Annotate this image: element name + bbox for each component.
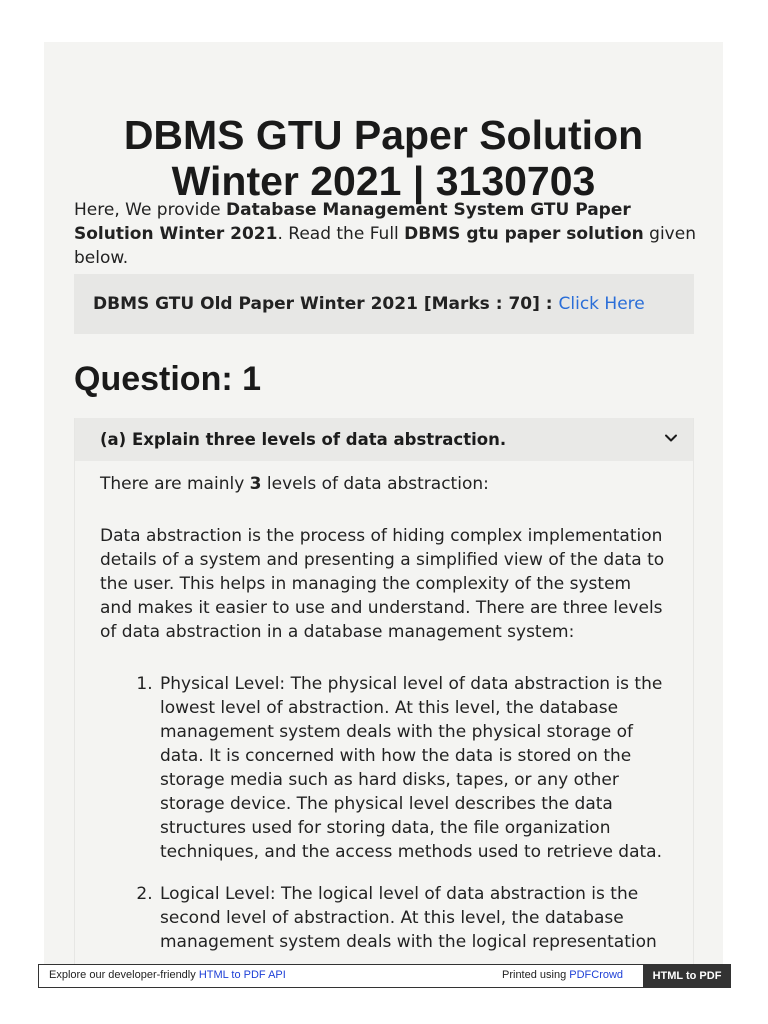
question-heading: Question: 1 xyxy=(74,360,262,398)
intro-text-2: . Read the Full xyxy=(277,224,405,244)
levels-intro-post: levels of data abstraction: xyxy=(261,474,489,494)
accordion-panel xyxy=(74,418,694,964)
pdfcrowd-footer xyxy=(38,964,731,988)
intro-paragraph xyxy=(74,198,704,270)
levels-intro xyxy=(100,472,668,496)
intro-text-1: Here, We provide xyxy=(74,200,227,220)
intro-bold-1: Database Management System GTU Paper Solution Winter 2021 xyxy=(74,200,631,244)
accordion-header-label: (a) Explain three levels of data abstraction. xyxy=(100,430,507,449)
chevron-down-icon[interactable] xyxy=(663,430,679,446)
click-here-link[interactable]: Click Here xyxy=(558,294,645,314)
old-paper-notice xyxy=(74,274,694,334)
article-card xyxy=(44,42,723,964)
list-item-logical: 2. Logical Level: The logical level of data abstraction is the second level of abstraction. At this level, the database management system deals with the logical representation xyxy=(158,882,668,954)
html-to-pdf-button[interactable]: HTML to PDF xyxy=(643,964,731,988)
intro-text-3: given below. xyxy=(74,224,696,268)
abstraction-paragraph: Data abstraction is the process of hiding complex implementation details of a system and presenting a simplified view of the data to the user. This helps in managing the complexity of the system and makes it easier to use and understand. There are three levels of data abstraction in a database management system: xyxy=(100,526,665,642)
footer-explore-text: Explore our developer-friendly xyxy=(49,969,199,981)
title-line-2: Winter 2021 | 3130703 xyxy=(171,158,596,204)
html-to-pdf-api-link[interactable]: HTML to PDF API xyxy=(198,969,286,981)
footer-explore xyxy=(49,969,286,981)
accordion-body xyxy=(75,461,693,954)
pdfcrowd-link[interactable]: PDFCrowd xyxy=(569,969,624,981)
title-line-1: DBMS GTU Paper Solution xyxy=(123,112,644,158)
footer-printed xyxy=(502,969,623,981)
notice-text: DBMS GTU Old Paper Winter 2021 [Marks : 70] : xyxy=(93,294,559,314)
levels-intro-pre: There are mainly xyxy=(100,474,250,494)
list-item-physical: 1. Physical Level: The physical level of data abstraction is the lowest level of abstraction. At this level, the database management system deals with the physical storage of data. It is concerned with how the data is stored on the storage media such as hard disks, tapes, or any other storage device. The physical level describes the data structures used for storing data, the file organization techniques, and the access methods used to retrieve data. xyxy=(158,672,668,864)
intro-bold-2: DBMS gtu paper solution xyxy=(404,224,644,244)
levels-list xyxy=(100,672,668,954)
page-title xyxy=(44,112,723,204)
levels-count: 3 xyxy=(249,474,262,494)
accordion-header[interactable] xyxy=(75,418,693,461)
footer-printed-text: Printed using xyxy=(502,969,570,981)
